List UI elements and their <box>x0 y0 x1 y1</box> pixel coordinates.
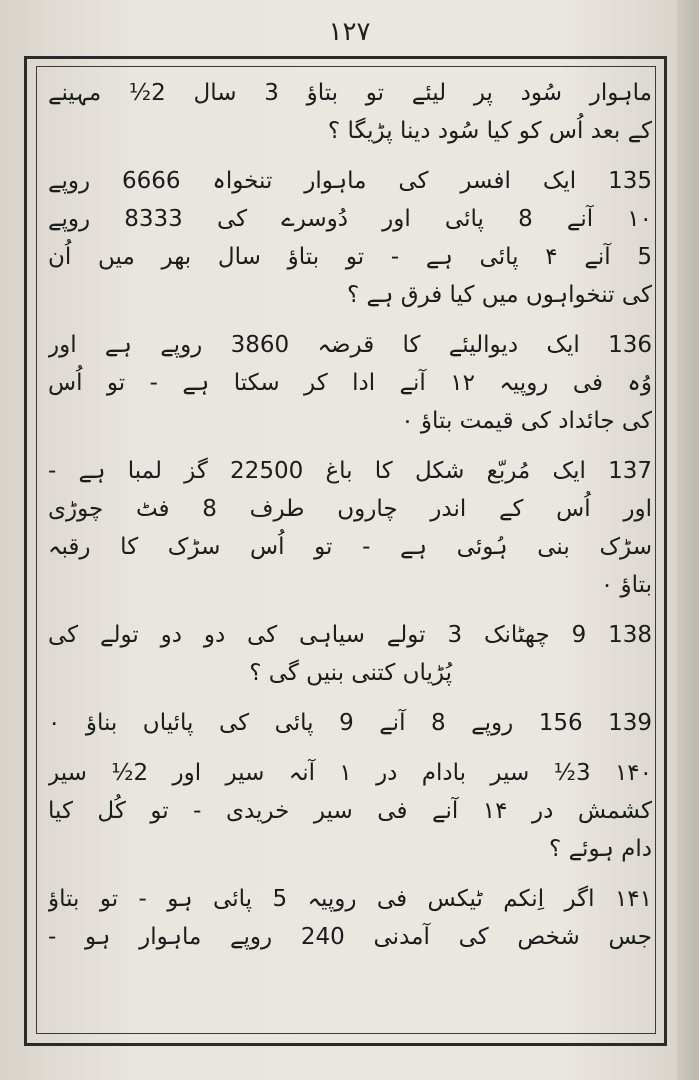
text-line: ۱۰ آنے 8 پائی اور دُوسرے کی 8333 روپے <box>48 206 652 232</box>
text-line: ماہوار سُود پر لیئے تو بتاؤ 3 سال 2½ مہینے <box>48 80 652 106</box>
text-line: دام ہوئے ؟ <box>549 836 652 862</box>
adjacent-page-edge <box>677 0 699 1080</box>
text-line: 5 آنے ۴ پائی ہے - تو بتاؤ سال بھر میں اُن <box>48 244 652 270</box>
text-line: سڑک بنی ہُوئی ہے - تو اُس سڑک کا رقبہ <box>48 534 652 560</box>
question-137-line: 137 ایک مُربّع شکل کا باغ 22500 گز لمبا ہے - <box>48 458 652 484</box>
text-line: وُہ فی روپیہ ۱۲ آنے ادا کر سکتا ہے - تو اُس <box>48 370 652 396</box>
question-139-line: 139 156 روپے 8 آنے 9 پائی کی پائیاں بناؤ ۰ <box>48 710 652 736</box>
page-number: ۱۲۷ <box>328 17 371 47</box>
question-141-line: ۱۴۱ اگر اِنکم ٹیکس فی روپیہ 5 پائی ہو - تو بتاؤ <box>48 886 652 912</box>
question-140-line: ۱۴۰ 3½ سیر بادام در ۱ آنہ سیر اور 2½ سیر <box>48 760 652 786</box>
text-line: کشمش در ۱۴ آنے فی سیر خریدی - تو کُل کیا <box>48 798 652 824</box>
text-line: جس شخص کی آمدنی 240 روپے ماہوار ہو - <box>48 924 652 950</box>
text-line: پُڑیاں کتنی بنیں گی ؟ <box>249 660 452 686</box>
page-text <box>48 74 652 1029</box>
text-line: کے بعد اُس کو کیا سُود دینا پڑیگا ؟ <box>327 118 652 144</box>
text-line: کی تنخواہوں میں کیا فرق ہے ؟ <box>346 282 652 308</box>
question-136-line: 136 ایک دیوالیئے کا قرضہ 3860 روپے ہے اور <box>48 332 652 358</box>
question-135-line: 135 ایک افسر کی ماہوار تنخواہ 6666 روپے <box>48 168 652 194</box>
text-line: اور اُس کے اندر چاروں طرف 8 فٹ چوڑی <box>48 496 652 522</box>
text-line: بتاؤ ۰ <box>600 572 652 598</box>
text-line: کی جائداد کی قیمت بتاؤ ۰ <box>401 408 652 434</box>
question-138-line: 138 9 چھٹانک 3 تولے سیاہی کی دو دو تولے کی <box>48 622 652 648</box>
